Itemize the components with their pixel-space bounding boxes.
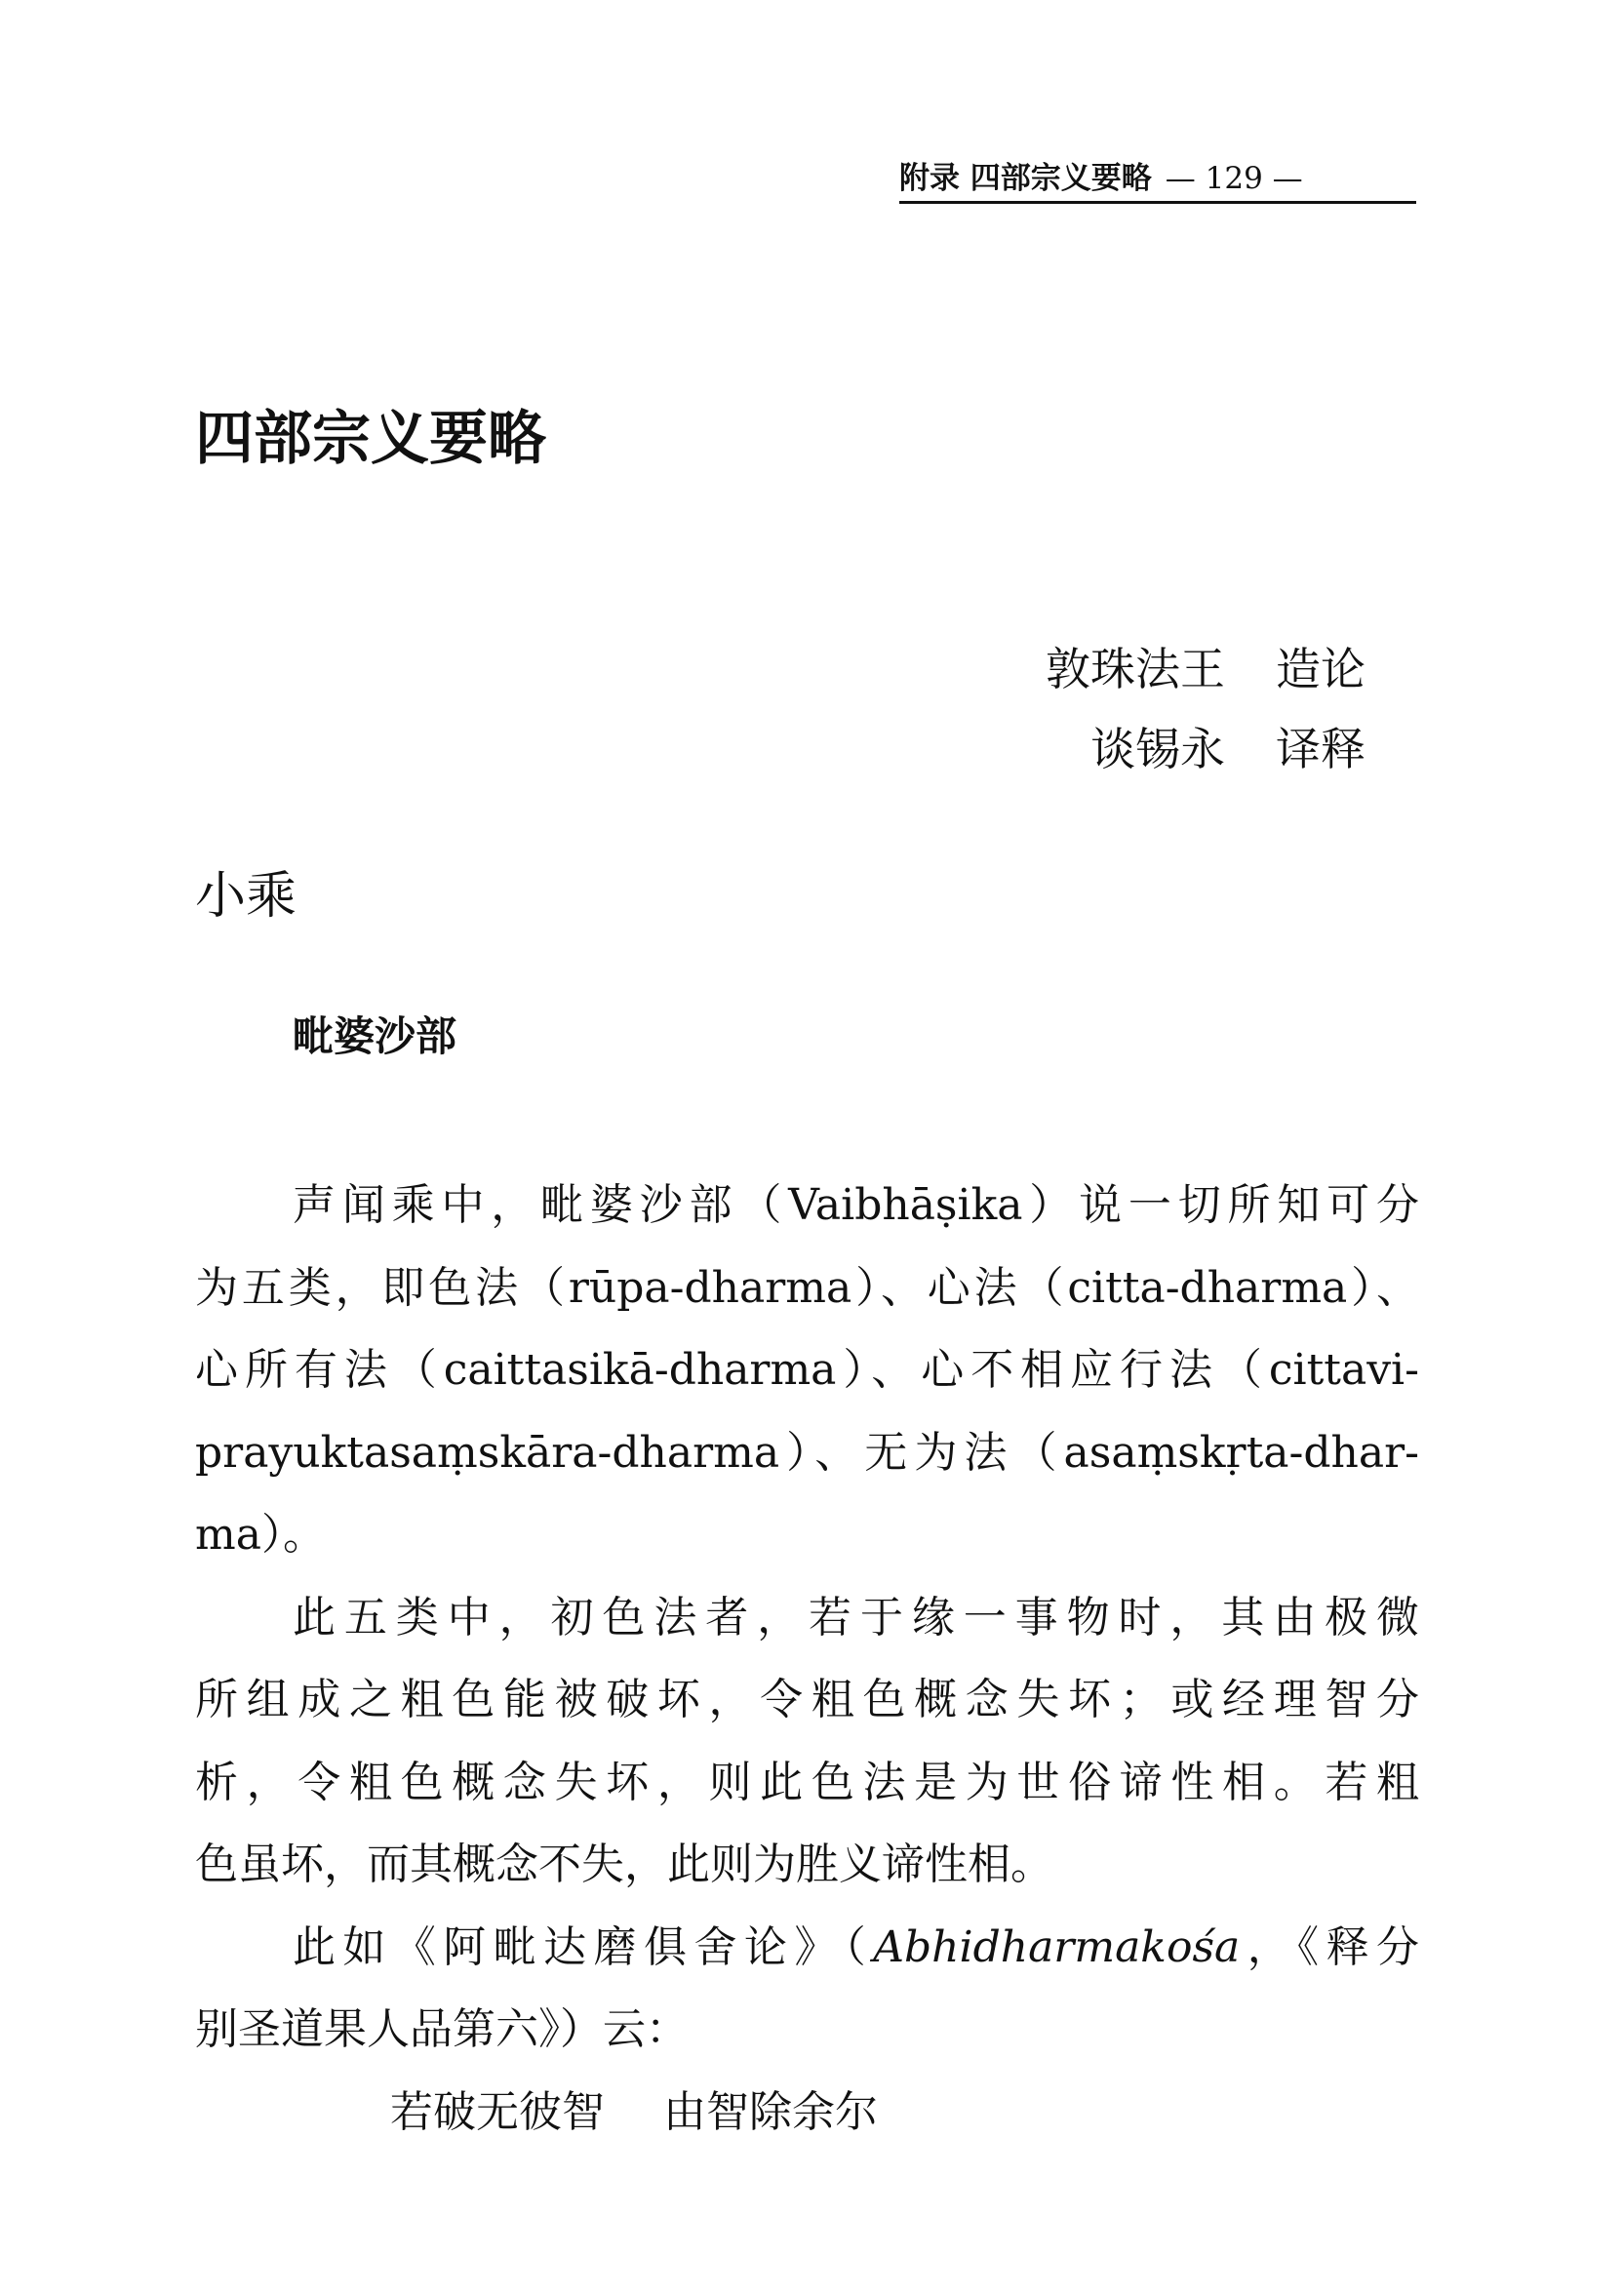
paragraph-line: 析，令粗色概念失坏，则此色法是为世俗谛性相。若粗 <box>195 1757 1419 1807</box>
section-heading: 小乘 <box>195 867 297 926</box>
page-number: — 129 — <box>1165 161 1303 196</box>
translator-name: 谈锡永 <box>1090 723 1225 775</box>
citation-line <box>195 1907 1419 1990</box>
author-line <box>1046 629 1366 709</box>
verse-line <box>195 2072 1419 2155</box>
paragraph-line: 为五类，即色法（rūpa-dharma）、心法（citta-dharma）、 <box>195 1262 1419 1313</box>
paragraph-line: 色虽坏，而其概念不失，此则为胜义谛性相。 <box>195 1840 1053 1889</box>
running-header <box>899 156 1416 204</box>
body-text <box>195 1165 1419 2154</box>
page-title: 四部宗义要略 <box>195 405 546 473</box>
paragraph-line: 别圣道果人品第六》）云： <box>195 2004 689 2054</box>
paragraph-line: 此五类中，初色法者，若于缘一事物时，其由极微 <box>293 1592 1419 1643</box>
paragraph-line: 心所有法（caittasikā-dharma）、心不相应行法（cittavi- <box>195 1345 1419 1395</box>
author-name: 敦珠法王 <box>1046 643 1225 695</box>
attribution <box>1046 629 1366 789</box>
paragraph-line: ma）。 <box>195 1510 326 1560</box>
paragraph-line: 所组成之粗色能被破坏，令粗色概念失坏；或经理智分 <box>195 1675 1419 1724</box>
citation-text: ，《释分 <box>1240 1921 1420 1972</box>
author-role: 造论 <box>1276 643 1366 695</box>
running-title: 附录 四部宗义要略 <box>899 161 1152 196</box>
sanskrit-title: Abhidharmakośa <box>873 1921 1241 1972</box>
translator-role: 译释 <box>1276 723 1366 775</box>
translator-line <box>1046 709 1366 789</box>
subsection-heading: 毗婆沙部 <box>293 1012 457 1060</box>
verse-right: 由智除余尔 <box>663 2086 878 2137</box>
citation-text: 此如《阿毗达磨俱舍论》（ <box>293 1921 874 1972</box>
paragraph-line: 声闻乘中，毗婆沙部（Vaibhāṣika）说一切所知可分 <box>293 1180 1419 1230</box>
verse-left: 若破无彼智 <box>390 2086 605 2137</box>
paragraph-line: prayuktasaṃskāra-dharma）、无为法（asaṃskṛta-dhar- <box>195 1427 1419 1478</box>
